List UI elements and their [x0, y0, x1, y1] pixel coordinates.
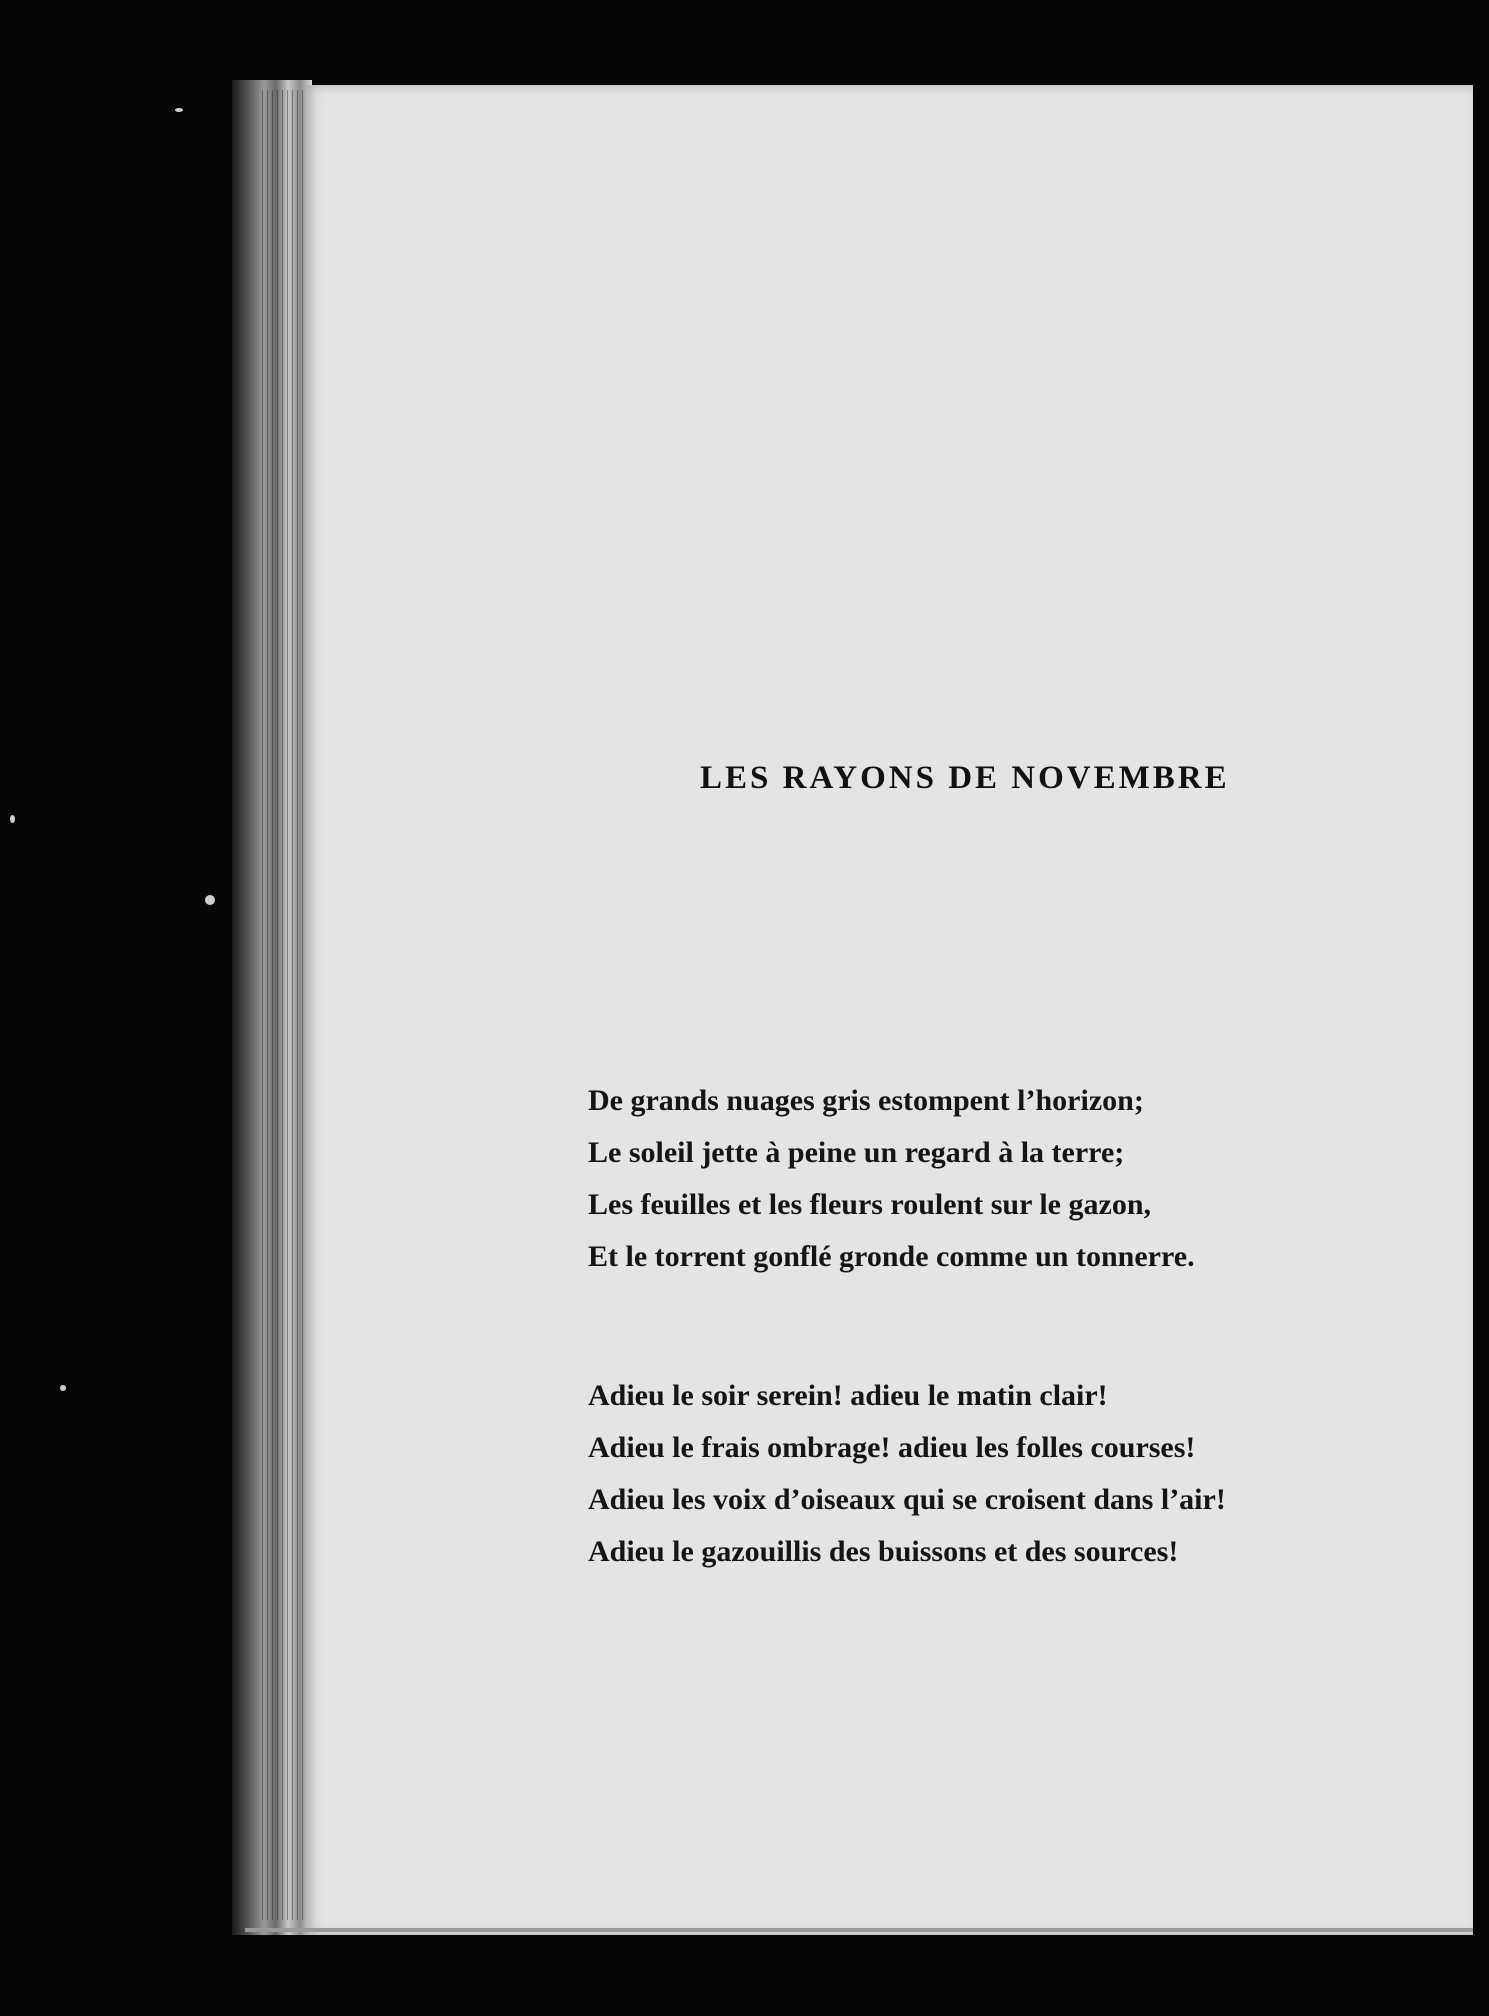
- verse-line: Adieu le soir serein! adieu le matin clair!: [588, 1379, 1108, 1412]
- book-page: [305, 85, 1473, 1935]
- page-bottom-edge: [245, 1928, 1473, 1932]
- verse-line: De grands nuages gris estompent l’horizon;: [588, 1084, 1144, 1117]
- verse-line: Les feuilles et les fleurs roulent sur le gazon,: [588, 1188, 1151, 1221]
- verse-line: Adieu les voix d’oiseaux qui se croisent dans l’air!: [588, 1483, 1226, 1516]
- scan-speck: [175, 108, 183, 112]
- scan-speck: [60, 1385, 66, 1391]
- scan-speck: [10, 815, 15, 823]
- verse-line: Adieu le gazouillis des buissons et des sources!: [588, 1535, 1179, 1568]
- verse-line: Le soleil jette à peine un regard à la terre;: [588, 1136, 1125, 1169]
- poem-title: LES RAYONS DE NOVEMBRE: [700, 760, 1230, 796]
- verse-line: Et le torrent gonflé gronde comme un tonnerre.: [588, 1240, 1195, 1273]
- stanza-2: [588, 1370, 1308, 1578]
- scan-speck: [205, 895, 215, 905]
- stanza-1: [588, 1075, 1308, 1283]
- verse-line: Adieu le frais ombrage! adieu les folles courses!: [588, 1431, 1196, 1464]
